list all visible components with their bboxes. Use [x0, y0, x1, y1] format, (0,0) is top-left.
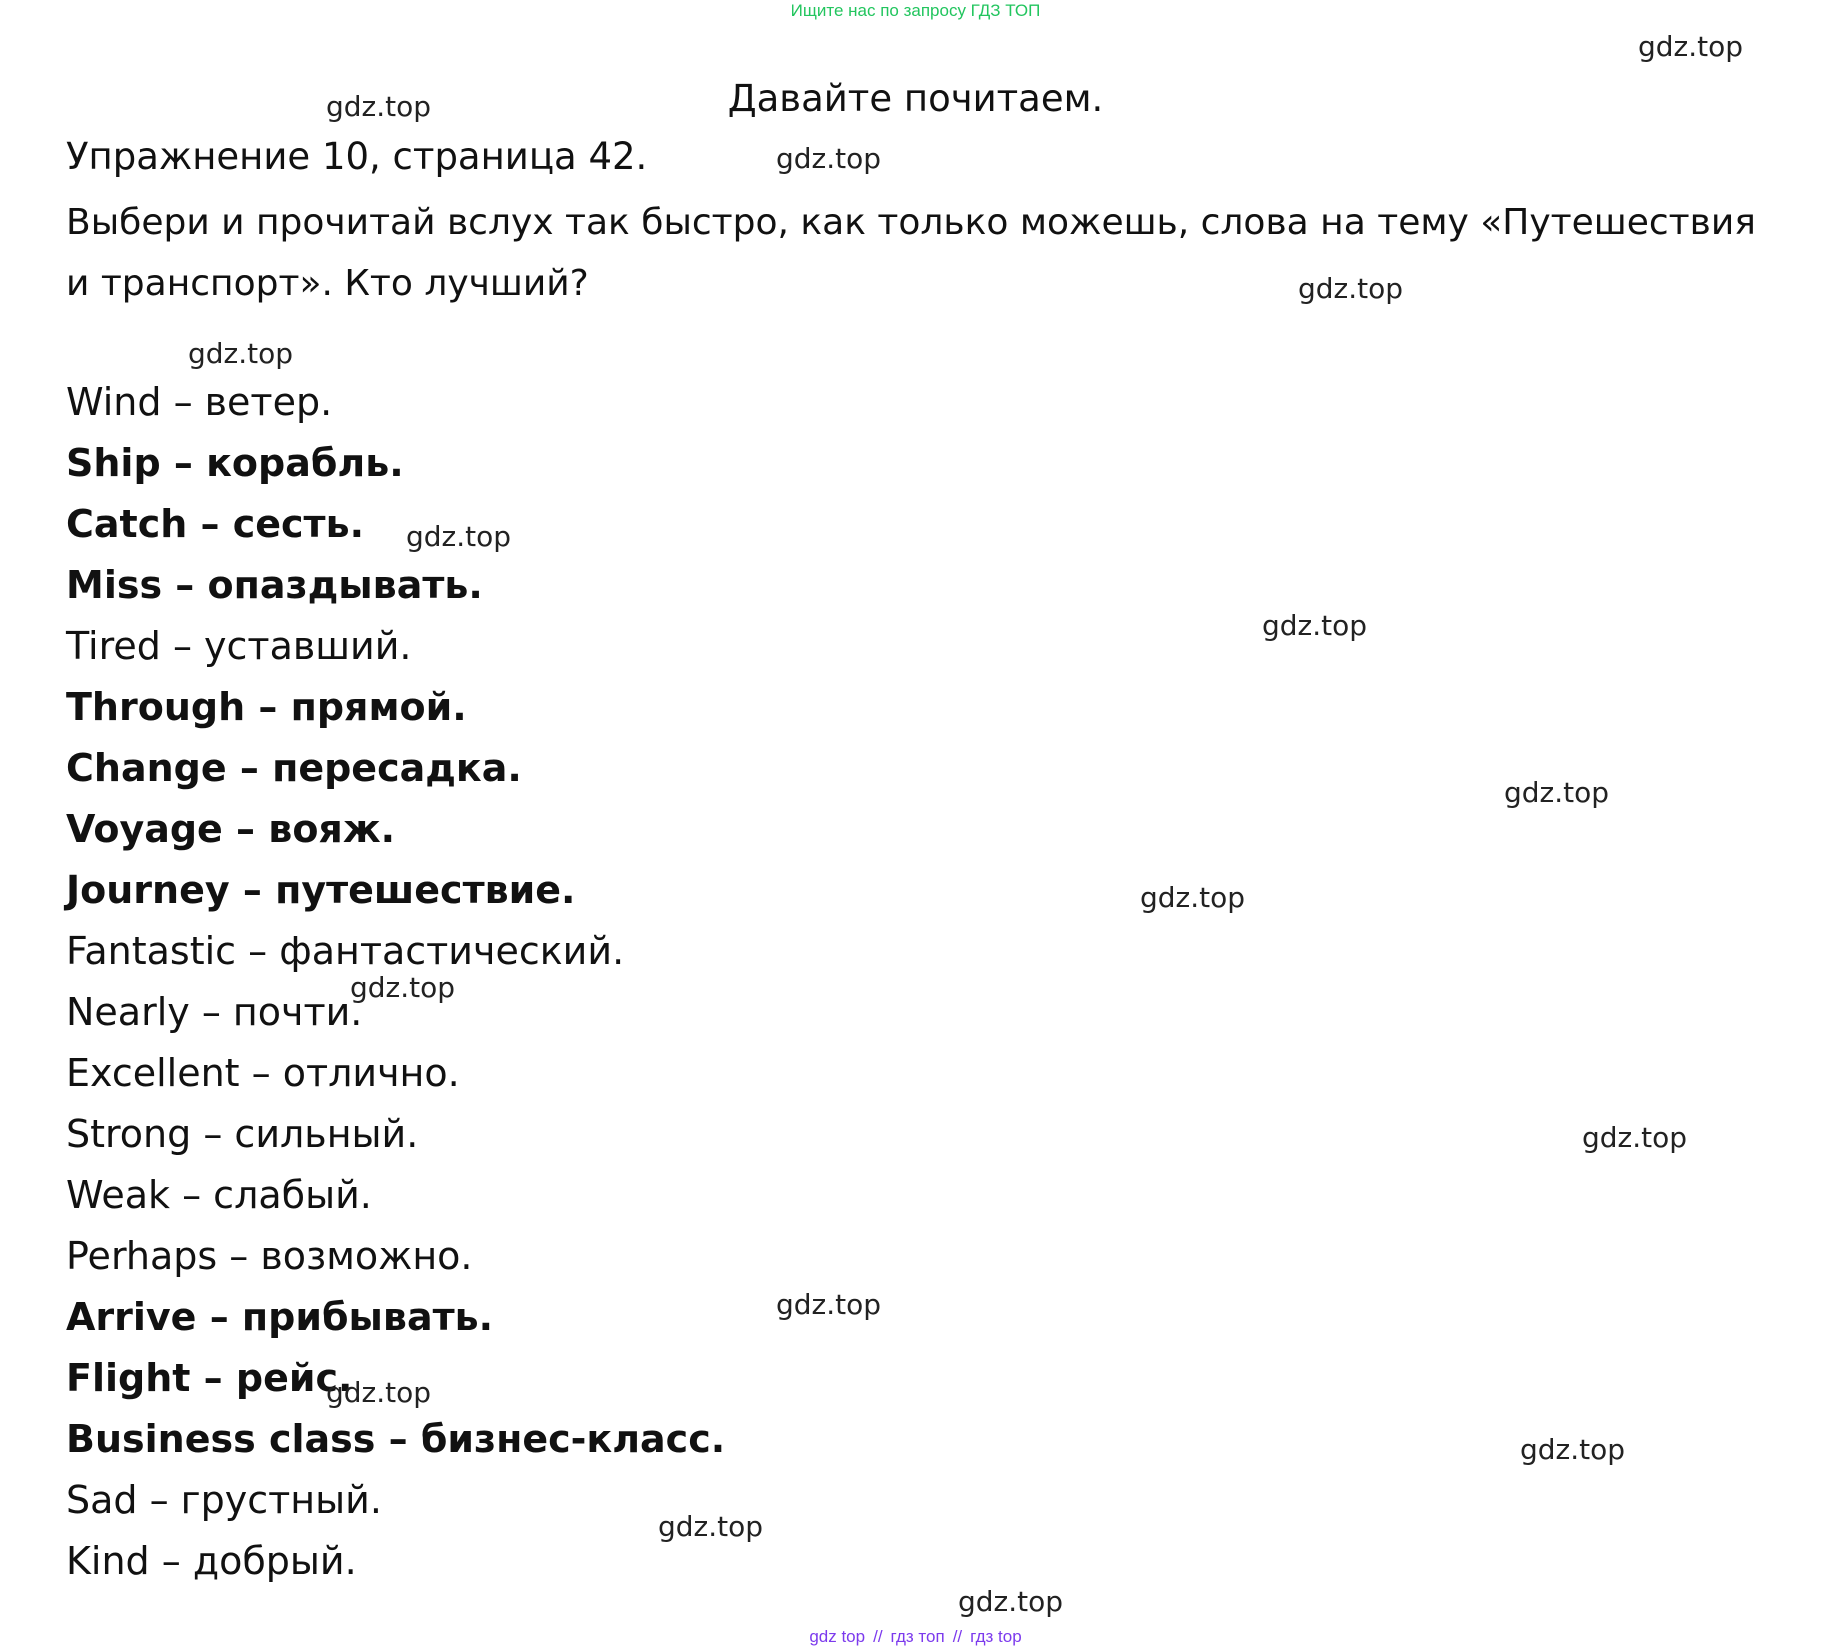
exercise-title: Упражнение 10, страница 42.	[66, 135, 648, 178]
watermark: gdz.top	[1262, 609, 1368, 642]
word-item-journey: Journey – путешествие.	[66, 868, 576, 912]
watermark: gdz.top	[326, 1376, 432, 1409]
watermark: gdz.top	[1520, 1433, 1626, 1466]
footer-separator: //	[952, 1627, 963, 1646]
word-item-weak: Weak – слабый.	[66, 1173, 372, 1217]
watermark: gdz.top	[406, 520, 512, 553]
word-item-kind: Kind – добрый.	[66, 1539, 357, 1583]
footer-separator: //	[873, 1627, 883, 1646]
exercise-instruction: Выбери и прочитай вслух так быстро, как только можешь, слова на тему «Путешествия и транспорт». Кто лучший?	[66, 202, 1756, 304]
watermark: gdz.top	[1582, 1121, 1688, 1154]
footer-link-gdz-top-mixed[interactable]: гдз top	[970, 1627, 1022, 1646]
word-item-arrive: Arrive – прибывать.	[66, 1295, 494, 1339]
word-item-strong: Strong – сильный.	[66, 1112, 419, 1156]
top-banner: Ищите нас по запросу ГДЗ ТОП	[790, 1, 1041, 20]
watermark: gdz.top	[188, 337, 294, 370]
watermark: gdz.top	[1504, 776, 1610, 809]
word-item-tired: Tired – уставший.	[66, 624, 412, 668]
footer-link-gdz-top[interactable]: gdz top	[809, 1627, 866, 1646]
footer-link-gdz-top-ru[interactable]: гдз топ	[890, 1627, 945, 1646]
page-heading: Давайте почитаем.	[727, 77, 1104, 120]
word-item-ship: Ship – корабль.	[66, 441, 404, 485]
word-item-excellent: Excellent – отлично.	[66, 1051, 460, 1095]
watermark: gdz.top	[776, 142, 882, 175]
word-item-nearly: Nearly – почти.	[66, 990, 363, 1034]
word-item-perhaps: Perhaps – возможно.	[66, 1234, 473, 1278]
watermark: gdz.top	[1140, 881, 1246, 914]
word-item-sad: Sad – грустный.	[66, 1478, 382, 1522]
watermark: gdz.top	[776, 1288, 882, 1321]
watermark: gdz.top	[1638, 30, 1744, 63]
word-item-through: Through – прямой.	[66, 685, 467, 729]
word-item-wind: Wind – ветер.	[66, 380, 333, 424]
word-item-business-class: Business class – бизнес-класс.	[66, 1417, 726, 1461]
footer-links	[0, 1627, 1831, 1646]
watermark: gdz.top	[958, 1585, 1064, 1618]
word-item-flight: Flight – рейс.	[66, 1356, 353, 1400]
watermark: gdz.top	[658, 1510, 764, 1543]
watermark: gdz.top	[326, 90, 432, 123]
word-item-catch: Catch – сесть.	[66, 502, 365, 546]
word-item-voyage: Voyage – вояж.	[66, 807, 396, 851]
word-item-miss: Miss – опаздывать.	[66, 563, 483, 607]
word-item-change: Change – пересадка.	[66, 746, 522, 790]
word-item-fantastic: Fantastic – фантастический.	[66, 929, 625, 973]
watermark: gdz.top	[1298, 272, 1404, 305]
watermark: gdz.top	[350, 971, 456, 1004]
